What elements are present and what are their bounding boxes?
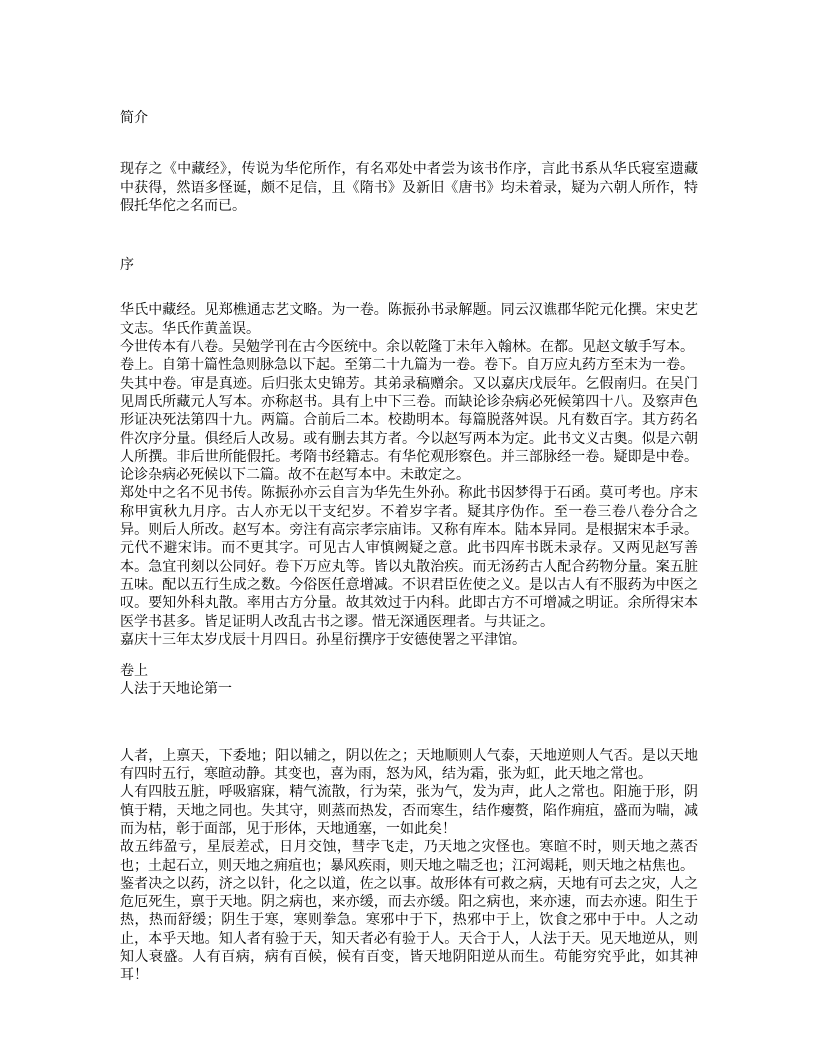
chapter-paragraph-3: 故五纬盈亏，星辰差忒，日月交蚀，彗孛飞走，乃天地之灾怪也。寒暄不时，则天地之蒸否也；土起石立，则天地之痈疽也；暴风疾雨，则天地之喘乏也；江河竭耗，则天地之枯焦也。 <box>120 840 698 874</box>
preface-paragraph-5: 郑处中之名不见书传。陈振孙亦云自言为华先生外孙。称此书因梦得于石函。莫可考也。序末称甲寅秋九月序。古人亦无以干支纪岁。不着岁字者。疑其序伪作。至一卷三卷八卷分合之异。则后人所改。赵写本。旁注有高宗孝宗庙讳。又称有库本。陆本异同。是根据宋本手录。元代不避宋讳。而不更其字。可见古人审慎阙疑之意。此书四库书既未录存。又两见赵写善本。急宜刊刻以公同好。卷下万应丸等。皆以丸散治疾。而无汤药古人配合药物分量。案五脏五味。配以五行生成之数。今俗医任意增减。不识君臣佐使之义。是以古人有不服药为中医之叹。要知外科丸散。率用古方分量。故其效过于内科。此即古方不可增减之明证。余所得宋本医学书甚多。皆足证明人改乱古书之谬。惜无深通医理者。与共证之。 <box>120 486 698 630</box>
chapter-paragraph-1: 人者，上禀天，下委地；阳以辅之，阴以佐之；天地顺则人气泰，天地逆则人气否。是以天地有四时五行，寒暄动静。其变也，喜为雨，怒为风，结为霜，张为虹，此天地之常也。 <box>120 748 698 783</box>
preface-paragraph-1: 华氏中藏经。见郑樵通志艺文略。为一卷。陈振孙书录解题。同云汉谯郡华陀元化撰。宋史艺文志。华氏作黄盖误。 <box>120 303 698 337</box>
chapter-title: 人法于天地论第一 <box>120 682 232 698</box>
preface-paragraph-4: 失其中卷。审是真迹。后归张太史锦芳。其弟录稿赠余。又以嘉庆戊辰年。乞假南归。在吴门见周氏所藏元人写本。亦称赵书。具有上中下三卷。而缺论诊杂病必死候第四十八。及察声色形证决死法第四十九。两篇。合前后二本。校勘明本。每篇脱落舛误。凡有数百字。其方药名件次序分量。俱经后人改易。或有删去其方者。今以赵写两本为定。此书文义古奥。似是六朝人所撰。非后世所能假托。考隋书经籍志。有华佗观形察色。并三部脉经一卷。疑即是中卷。论诊杂病必死候以下二篇。故不在赵写本中。未敢定之。 <box>120 376 698 484</box>
volume-heading: 卷上 <box>120 664 148 680</box>
preface-signature-line: 嘉庆十三年太岁戊辰十月四日。孙星衍撰序于安德使署之平津馆。 <box>120 632 526 648</box>
chapter-paragraph-2: 人有四肢五脏，呼吸寤寐，精气流散，行为荣，张为气，发为声，此人之常也。阳施于形，阴慎于精，天地之同也。失其守，则蒸而热发，否而寒生，结作瘿赘，陷作痈疽，盛而为喘，减而为枯，彰于面部，见于形体，天地通塞，一如此矣！ <box>120 785 698 837</box>
intro-heading: 简介 <box>120 111 148 126</box>
preface-body <box>120 302 698 650</box>
intro-paragraph: 现存之《中藏经》，传说为华佗所作，有名邓处中者尝为该书作序，言此书系从华氏寝室遗藏中获得，然语多怪诞，颇不足信，且《隋书》及新旧《唐书》均未着录，疑为六朝人所作，特假托华佗之名而已。 <box>120 162 698 214</box>
preface-heading: 序 <box>120 258 134 274</box>
chapter-body <box>120 748 698 986</box>
chapter-paragraph-4: 鉴者决之以药，济之以针，化之以道，佐之以事。故形体有可救之病，天地有可去之灾，人之危厄死生，禀于天地。阴之病也，来亦缓，而去亦缓。阳之病也，来亦速，而去亦速。阳生于热，热而舒缓；阴生于寒，寒则拳急。寒邪中于下，热邪中于上，饮食之邪中于中。人之动止，本乎天地。知人者有验于天，知天者必有验于人。天合于人，人法于天。见天地逆从，则知人衰盛。人有百病，病有百候，候有百变，皆天地阴阳逆从而生。苟能穷究乎此，如其神耳！ <box>120 876 698 984</box>
preface-paragraph-2: 今世传本有八卷。吴勉学刊在古今医统中。余以乾隆丁未年入翰林。在都。见赵文敏手写本。 <box>120 340 694 356</box>
preface-paragraph-3: 卷上。自第十篇性急则脉急以下起。至第二十九篇为一卷。卷下。自万应丸药方至末为一卷。 <box>120 358 694 374</box>
